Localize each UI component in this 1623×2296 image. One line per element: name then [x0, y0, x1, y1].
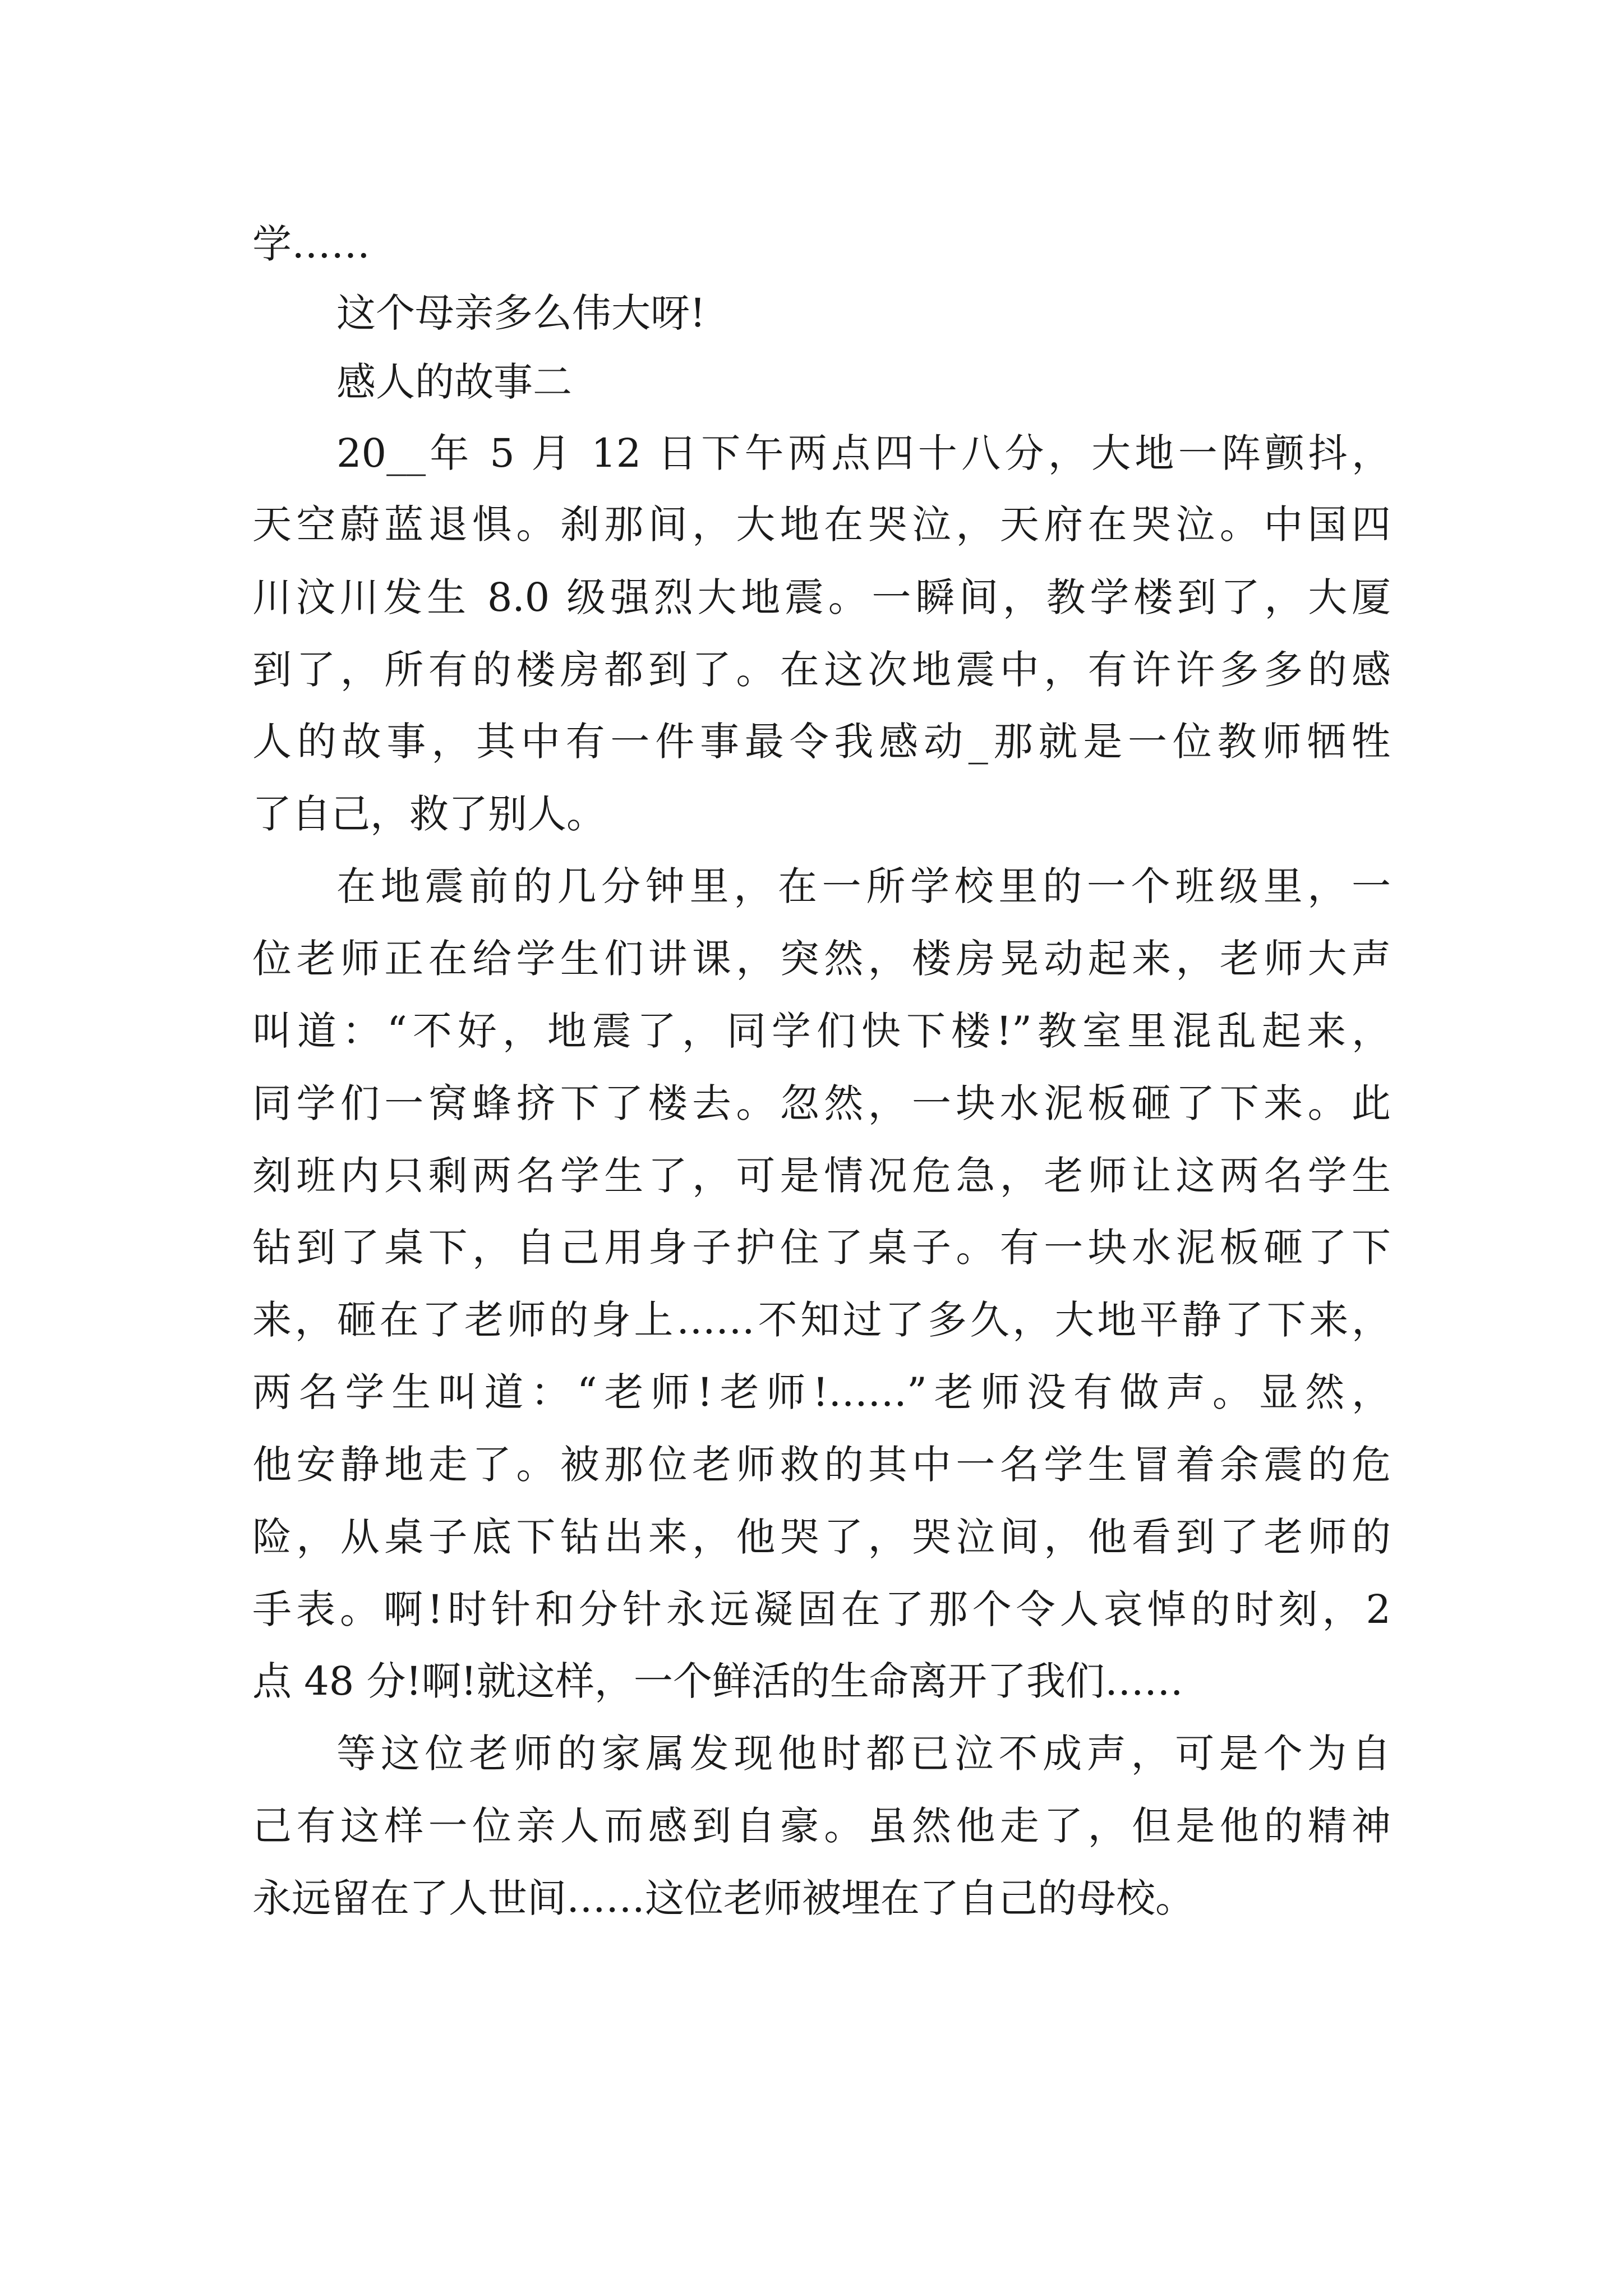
text-line: 到了，所有的楼房都到了。在这次地震中，有许许多多的感 — [252, 647, 1391, 693]
text-line: 手表。啊!时针和分针永远凝固在了那个令人哀悼的时刻，2 — [252, 1586, 1391, 1632]
text-line: 来，砸在了老师的身上……不知过了多久，大地平静了下来， — [252, 1297, 1391, 1343]
text-line: 永远留在了人世间……这位老师被埋在了自己的母校。 — [252, 1875, 1195, 1921]
text-line: 刻班内只剩两名学生了，可是情况危急，老师让这两名学生 — [252, 1153, 1391, 1199]
text-line: 天空蔚蓝退惧。刹那间，大地在哭泣，天府在哭泣。中国四 — [252, 501, 1391, 547]
text-line: 险，从桌子底下钻出来，他哭了，哭泣间，他看到了老师的 — [252, 1514, 1391, 1560]
text-line: 位老师正在给学生们讲课，突然，楼房晃动起来，老师大声 — [252, 936, 1391, 982]
text-line: 这个母亲多么伟大呀! — [336, 290, 706, 336]
text-line: 叫道：“不好，地震了，同学们快下楼!”教室里混乱起来， — [252, 1008, 1391, 1054]
text-line: 点 48 分!啊!就这样，一个鲜活的生命离开了我们…… — [252, 1658, 1183, 1704]
text-line: 川汶川发生 8.0 级强烈大地震。一瞬间，教学楼到了，大厦 — [252, 574, 1391, 620]
text-line: 他安静地走了。被那位老师救的其中一名学生冒着余震的危 — [252, 1442, 1391, 1488]
text-line: 在地震前的几分钟里，在一所学校里的一个班级里，一 — [336, 863, 1391, 909]
text-line: 钻到了桌下，自己用身子护住了桌子。有一块水泥板砸了下 — [252, 1225, 1391, 1271]
text-line: 两名学生叫道：“老师!老师!……”老师没有做声。显然， — [252, 1369, 1391, 1415]
text-line: 了自己，救了别人。 — [252, 791, 606, 837]
section-heading: 感人的故事二 — [336, 359, 572, 405]
text-line: 同学们一窝蜂挤下了楼去。忽然，一块水泥板砸了下来。此 — [252, 1080, 1391, 1126]
text-line: 20__年 5 月 12 日下午两点四十八分，大地一阵颤抖， — [336, 430, 1391, 476]
text-line: 人的故事，其中有一件事最令我感动_那就是一位教师牺牲 — [252, 719, 1391, 765]
text-line: 己有这样一位亲人而感到自豪。虽然他走了，但是他的精神 — [252, 1803, 1391, 1849]
text-line: 等这位老师的家属发现他时都已泣不成声，可是个为自 — [336, 1731, 1391, 1777]
text-line: 学…… — [252, 221, 370, 267]
